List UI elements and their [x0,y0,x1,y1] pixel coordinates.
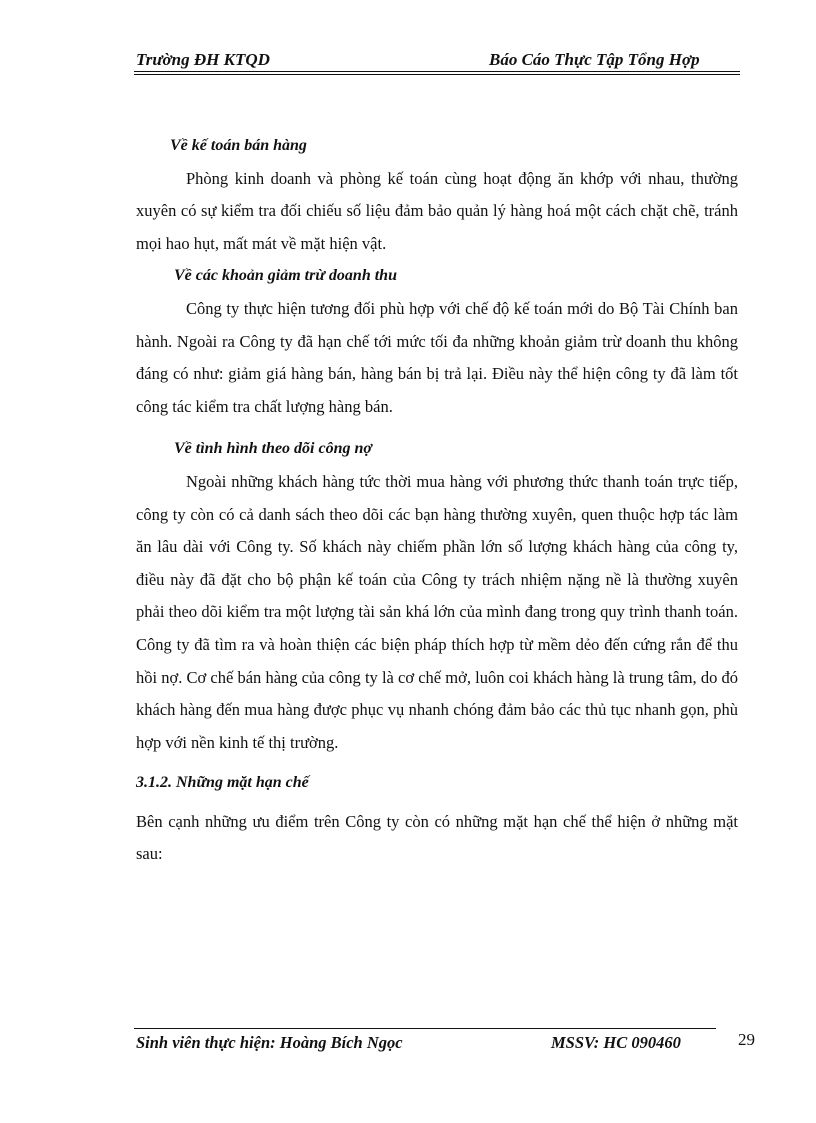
footer-student-id: MSSV: HC 090460 [551,1033,681,1052]
heading-debt-tracking: Về tình hình theo dõi công nợ [174,440,372,458]
paragraph-debt-tracking: Ngoài những khách hàng tức thời mua hàng với phương thức thanh toán trực tiếp, công ty còn có cả danh sách theo dõi các bạn hàng thường xuyên, quen thuộc hợp tác làm ăn lâu dài với Công ty. Số khách này chiếm phần lớn số lượng khách hàng của công ty, điều này đã đặt cho bộ phận kế toán của Công ty trách nhiệm nặng nề là thường xuyên phải theo dõi kiểm tra một lượng tài sản khá lớn của mình đang trong quy trình thanh toán. Công ty đã tìm ra và hoàn thiện các biện pháp thích hợp từ mềm dẻo đến cứng rắn để thu hồi nợ. Cơ chế bán hàng của công ty là cơ chế mở, luôn coi khách hàng là trung tâm, do đó khách hàng đến mua hàng được phục vụ nhanh chóng đảm bảo các thủ tục nhanh gọn, phù hợp với nền kinh tế thị trường. [136,471,738,752]
page-number: 29 [738,1030,755,1049]
paragraph-revenue-deductions: Công ty thực hiện tương đối phù hợp với chế độ kế toán mới do Bộ Tài Chính ban hành. Ngoài ra Công ty đã hạn chế tới mức tối đa những khoản giảm trừ doanh thu không đáng có như: giảm giá hàng bán, hàng bán bị trả lại. Điều này thể hiện công ty đã làm tốt công tác kiểm tra chất lượng hàng bán. [136,298,738,416]
footer-student-name: Sinh viên thực hiện: Hoàng Bích Ngọc [136,1033,403,1052]
heading-revenue-deductions: Về các khoản giảm trừ doanh thu [174,267,397,285]
document-body [136,130,738,871]
header-school: Trường ĐH KTQD [136,50,270,69]
paragraph-limitations: Bên cạnh những ưu điểm trên Công ty còn có những mặt hạn chế thể hiện ở những mặt sau: [136,811,738,864]
section-title-limitations: 3.1.2. Những mặt hạn chế [136,774,309,792]
header-rule-top [134,71,740,72]
header-report-title: Báo Cáo Thực Tập Tổng Hợp [489,50,700,69]
paragraph-sales-accounting: Phòng kinh doanh và phòng kế toán cùng hoạt động ăn khớp với nhau, thường xuyên có sự kiểm tra đối chiếu số liệu đảm bảo quản lý hàng hoá một cách chặt chẽ, tránh mọi hao hụt, mất mát về mặt hiện vật. [136,168,738,253]
header-rule-bottom [134,74,740,75]
footer-rule [134,1028,716,1029]
heading-sales-accounting: Về kế toán bán hàng [170,137,307,154]
